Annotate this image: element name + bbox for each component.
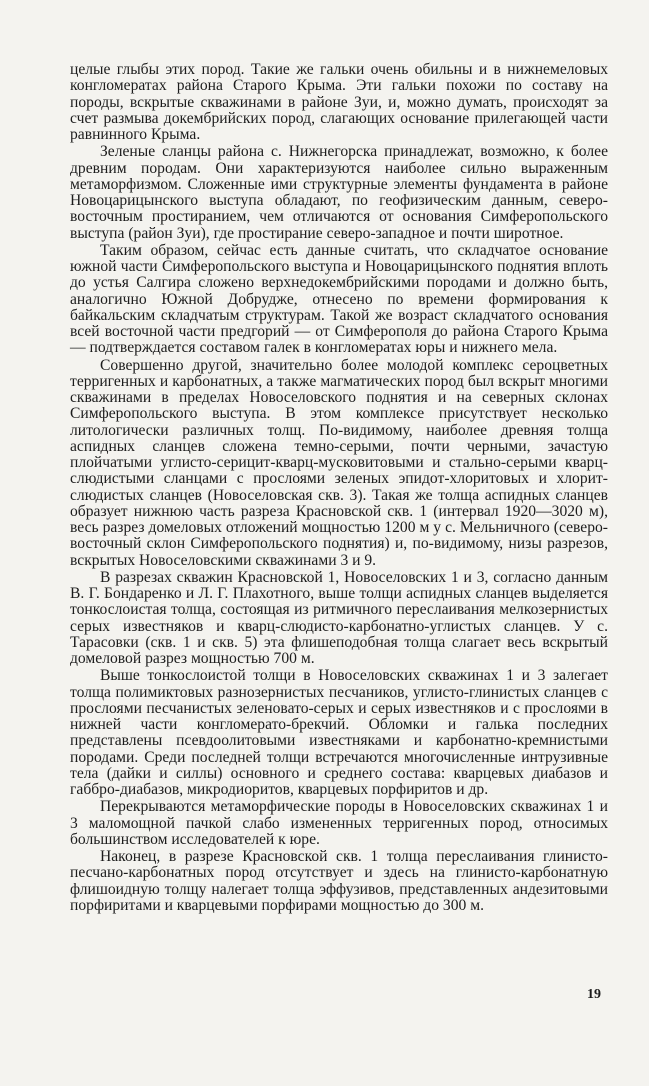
paragraph-4: Совершенно другой, значительно более молодой комплекс сероцветных терригенных и карбонатных, а также магматических пород был вскрыт многими скважинами в пределах Новоселовского поднятия и на северных склонах Симферопольского выступа. В этом комплексе присутствует несколько литологически различных толщ. По-видимому, наиболее древняя толща аспидных сланцев сложена темно-серыми, почти черными, зачастую плойчатыми углисто-серицит-кварц-мусковитовыми и стально-серыми кварц-слюдистыми сланцами с прослоями зеленых эпидот-хлоритовых и хлорит-слюдистых сланцев (Новоселовская скв. 3). Такая же толща аспидных сланцев образует нижнюю часть разреза Красновской скв. 1 (интервал 1920—3020 м), весь разрез домеловых отложений мощностью 1200 м у с. Мельничного (северо-восточный склон Симферопольского поднятия) и, по-видимому, низы разрезов, вскрытых Новоселовскими скважинами 3 и 9.: [70, 356, 608, 569]
page-body: [70, 62, 608, 914]
paragraph-5: В разрезах скважин Красновской 1, Новоселовских 1 и 3, согласно данным В. Г. Бондаренко и Л. Г. Плахотного, выше толщи аспидных сланцев выделяется тонкослоистая толща, состоящая из ритмичного переслаивания мелкозернистых серых известняков и кварц-слюдисто-карбонатно-углистых сланцев. У с. Тарасовки (скв. 1 и скв. 5) эта флишеподобная толща слагает весь вскрытый домеловой разрез мощностью 700 м.: [70, 568, 608, 667]
paragraph-6: Выше тонкослоистой толщи в Новоселовских скважинах 1 и 3 залегает толща полимиктовых разнозернистых песчаников, углисто-глинистых сланцев с прослоями песчанистых зеленовато-серых и серых известняков и с прослоями в нижней части конгломерато-брекчий. Обломки и галька последних представлены псевдоолитовыми известняками и карбонатно-кремнистыми породами. Среди последней толщи встречаются многочисленные интрузивные тела (дайки и силлы) основного и среднего состава: кварцевых диабазов и габбро-диабазов, микродиоритов, кварцевых порфиритов и др.: [70, 667, 608, 798]
paragraph-8: Наконец, в разрезе Красновской скв. 1 толща переслаивания глинисто-песчано-карбонатных пород отсутствует и здесь на глинисто-карбонатную флишоидную толщу налегает толща эффузивов, представленных андезитовыми порфиритами и кварцевыми порфирами мощностью до 300 м.: [70, 848, 608, 914]
paragraph-1: целые глыбы этих пород. Такие же гальки очень обильны и в нижнемеловых конгломератах района Старого Крыма. Эти гальки похожи по составу на породы, вскрытые скважинами в районе Зуи, и, можно думать, происходят за счет размыва докембрийских пород, слагающих основание прилегающей части равнинного Крыма.: [70, 61, 608, 143]
paragraph-2: Зеленые сланцы района с. Нижнегорска принадлежат, возможно, к более древним породам. Они характеризуются наиболее сильно выраженным метаморфизмом. Сложенные ими структурные элементы фундамента в районе Новоцарицынского выступа обладают, по геофизическим данным, северо-восточным простиранием, чем отличаются от основания Симферопольского выступа (район Зуи), где простирание северо-западное и почти широтное.: [70, 143, 608, 242]
paragraph-3: Таким образом, сейчас есть данные считать, что складчатое основание южной части Симферопольского выступа и Новоцарицынского поднятия вплоть до устья Салгира сложено верхнедокембрийскими породами и должно быть, аналогично Южной Добрудже, отнесено по времени формирования к байкальским складчатым структурам. Такой же возраст складчатого основания всей восточной части предгорий — от Симферополя до района Старого Крыма — подтверждается составом галек в конгломератах юры и нижнего мела.: [70, 241, 608, 357]
page-number: 19: [587, 987, 601, 1002]
paragraph-7: Перекрываются метаморфические породы в Новоселовских скважинах 1 и 3 маломощной пачкой слабо измененных терригенных пород, относимых большинством исследователей к юре.: [70, 798, 608, 848]
